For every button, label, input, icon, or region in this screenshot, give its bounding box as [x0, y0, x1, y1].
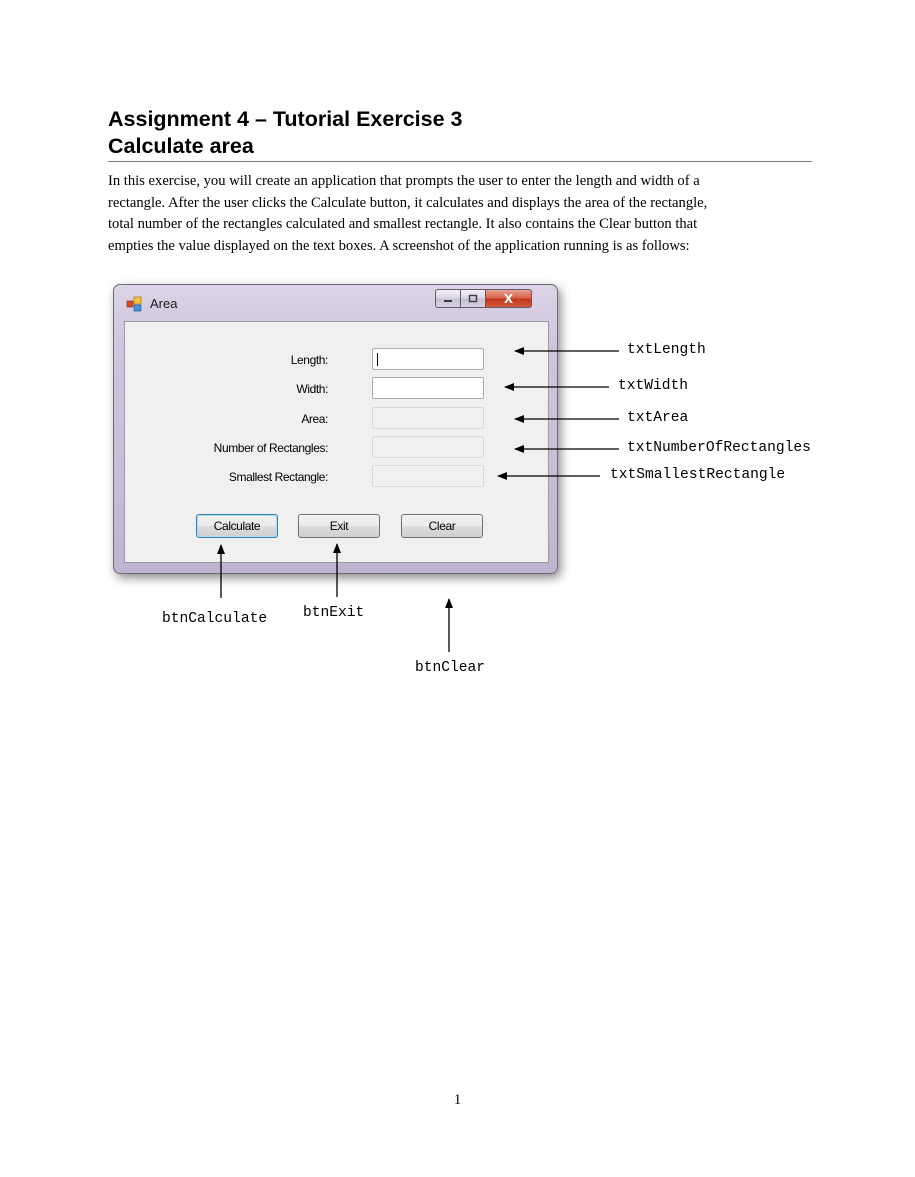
annotation-btnclear: btnClear: [415, 660, 486, 676]
annotation-txtarea: txtArea: [627, 410, 689, 426]
intro-line: total number of the rectangles calculated and smallest rectangle. It also contains the Clear button that: [108, 216, 698, 233]
heading-subtitle: Calculate area: [108, 134, 254, 158]
length-label: Length:: [290, 353, 328, 367]
annotation-txtwidth: txtWidth: [618, 378, 689, 394]
calculate-button[interactable]: Calculate: [196, 514, 278, 538]
exit-button[interactable]: Exit: [298, 514, 380, 538]
intro-line: In this exercise, you will create an application that prompts the user to enter the length and width of a: [108, 173, 700, 189]
width-label: Width:: [296, 382, 328, 396]
smallest-label: Smallest Rectangle:: [228, 470, 328, 484]
heading-title: Assignment 4 – Tutorial Exercise 3: [108, 107, 463, 131]
annotation-txtlength: txtLength: [627, 342, 706, 358]
annotation-txtsmallestrectangle: txtSmallestRectangle: [610, 467, 786, 483]
annotation-txtnumberofrectangles: txtNumberOfRectangles: [627, 440, 811, 456]
close-button[interactable]: X: [486, 289, 532, 308]
clear-button[interactable]: Clear: [401, 514, 483, 538]
rectangles-label: Number of Rectangles:: [213, 441, 328, 455]
intro-line: rectangle. After the user clicks the Calculate button, it calculates and displays the area of the rectangle,: [108, 194, 708, 211]
annotation-btnexit: btnExit: [303, 605, 365, 621]
page-number: 1: [453, 1092, 462, 1108]
annotation-btncalculate: btnCalculate: [162, 611, 268, 627]
intro-line: empties the value displayed on the text boxes. A screenshot of the application running is as follows:: [108, 238, 690, 255]
window-title: Area: [150, 296, 178, 311]
area-label: Area:: [301, 412, 328, 426]
